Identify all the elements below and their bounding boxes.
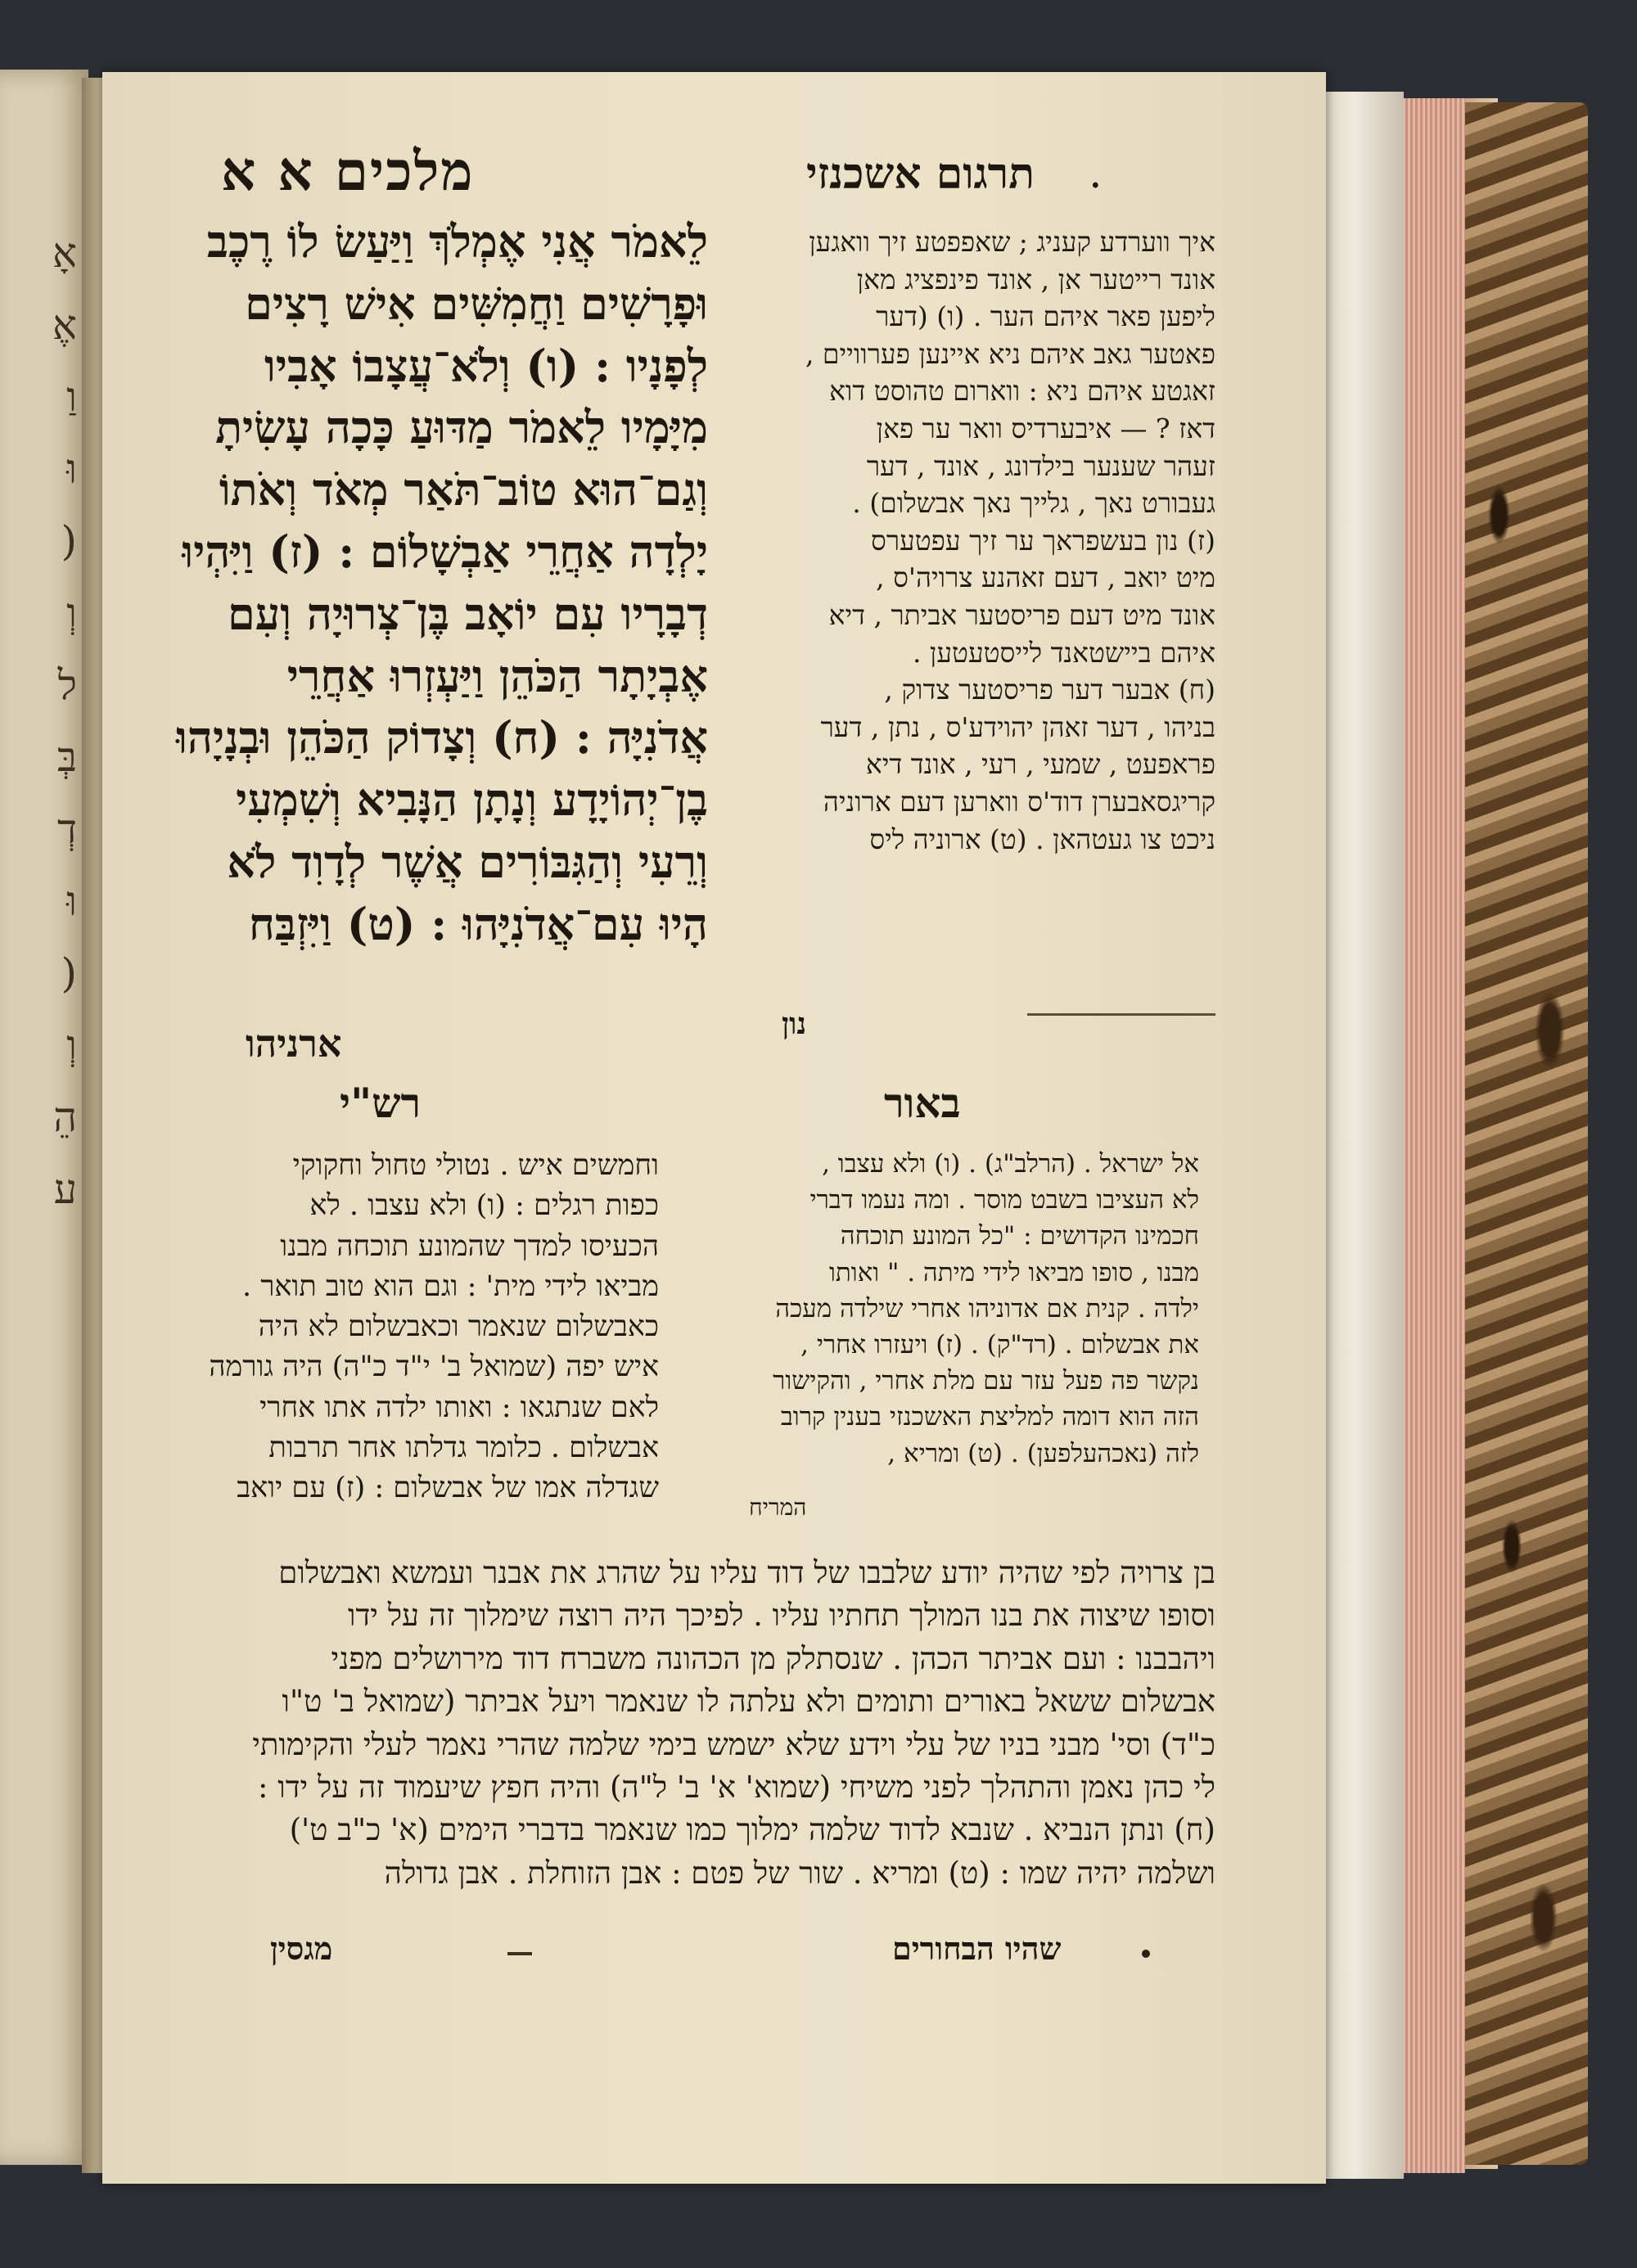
biur-line: אל ישראל . (הרלב"ג) . (ו) ולא עצבו ,: [822, 1149, 1199, 1179]
bible-catchword: ארניהו: [246, 1021, 342, 1066]
signature-mark: [507, 1944, 532, 1955]
bottom-commentary-line: אבשלום ששאל באורים ותומים ולא עלתה לו שנאמר ויעל אביתר (שמואל ב' ט"ו: [282, 1684, 1215, 1720]
page-title-book: מלכים א א: [221, 139, 475, 203]
rashi-line: איש יפה (שמואל ב' י"ד כ"ה) היה גורמה: [209, 1350, 659, 1384]
left-margin-char: וְ: [66, 1021, 77, 1069]
bible-line: אֶבְיָתָר הַכֹּהֵן וַיַּעְזְרוּ אַחֲרֵי: [286, 649, 708, 702]
targum-line: איך ווערדע קעניג ; שאפפטע זיך וואגען: [809, 226, 1215, 258]
page-title-translation: תרגום אשכנזי: [806, 149, 1035, 199]
rashi-line: הכעיסו למדך שהמונע תוכחה מבנו: [280, 1229, 659, 1263]
left-margin-char: וּ: [66, 877, 77, 925]
bottom-commentary-line: כ"ד) וסי' מבני בניו של עלי וידע שלא ישמש בימי שלמה שהרי נאמר לעלי והקימותי: [252, 1726, 1215, 1762]
left-margin-char: ע: [53, 1166, 77, 1213]
targum-line: ליפען פאר איהם הער . (ו) (דער: [876, 300, 1215, 333]
targum-line: פראפעט , שמעי , רעי , אונד דיא: [865, 748, 1215, 781]
targum-line: איהם ביישטאנד לייסטעטען .: [912, 636, 1215, 669]
targum-line: קריגסאבערן דוד'ס ווארען דעם ארוניה: [823, 785, 1215, 818]
left-margin-char: דְ: [56, 805, 77, 853]
left-margin-char: בְּ: [56, 733, 77, 781]
bible-text-column: [119, 211, 708, 956]
biur-line: חכמינו הקדושים : "כל המונע תוכחה: [840, 1221, 1199, 1251]
left-margin-char: ל: [57, 661, 77, 709]
bottom-commentary-line: (ח) ונתן הנביא . שנבא לדוד שלמה ימלוך כמו שנאמר בדברי הימים (א' כ"ב ט'): [289, 1812, 1215, 1848]
rashi-line: לאם שנתגאו : ואותו ילדה אתו אחרי: [259, 1391, 659, 1424]
left-margin-char: (: [61, 949, 77, 997]
targum-line: אונד רייטער אן , אונד פינפציג מאן: [856, 263, 1215, 295]
targum-line: דאז ? — איבערדיס וואר ער פאן: [876, 412, 1215, 444]
biur-line: לא העציבו בשבט מוסר . ומה נעמו דברי: [809, 1185, 1199, 1215]
rashi-line: שגדלה אמו של אבשלום : (ז) עם יואב: [237, 1472, 659, 1505]
rashi-line: מביאו לידי מית' : וגם הוא טוב תואר .: [241, 1269, 659, 1303]
bible-line: מִיָּמָיו לֵאמֹר מַדּוּעַ כָּכָה עָשִׂיתָ: [215, 401, 708, 454]
targum-line: פאטער גאב איהם ניא איינען פערוויים ,: [805, 337, 1215, 370]
bottom-commentary: [115, 1552, 1215, 1895]
bible-line: הָיוּ עִם־אֲדֹנִיָּהוּ : (ט) וַיִּזְבַּח: [248, 897, 708, 950]
left-margin-char: וּ: [66, 445, 77, 493]
biur-heading: באור: [884, 1079, 961, 1127]
bible-line: וּפָרָשִׁים וַחֲמִשִּׁים אִישׁ רָצִים: [245, 277, 708, 330]
rashi-line: כפות רגלים : (ו) ולא עצבו . לא: [309, 1189, 659, 1223]
bottom-commentary-line: ויהבבנו : ועם אביתר הכהן . שנסתלק מן הכהונה משברח דוד מירושלים מפני: [331, 1640, 1215, 1676]
rashi-heading: רש"י: [340, 1079, 422, 1127]
targum-line: מיט יואב , דעם זאהנע צרויה'ס ,: [876, 561, 1215, 594]
left-margin-char: וְ: [66, 589, 77, 637]
left-page-margin-text: [28, 217, 77, 1225]
targum-catchword: נון: [782, 1007, 807, 1041]
targum-line: אונד מיט דעם פריסטער אביתר , דיא: [828, 598, 1215, 631]
bible-line: לֵאמֹר אֲנִי אֶמְלֹךְ וַיַּעַשׂ לוֹ רֶכֶב: [206, 215, 708, 268]
left-margin-char: אֶ: [52, 301, 77, 349]
biur-line: את אבשלום . (רד"ק) . (ז) ויעזרו אחרי ,: [800, 1330, 1199, 1360]
targum-line: בניהו , דער זאהן יהוידע'ס , נתן , דער: [820, 710, 1215, 743]
targum-rule: [1027, 1013, 1215, 1016]
targum-text-column: [708, 223, 1215, 858]
left-margin-char: וַ: [66, 373, 77, 421]
biur-commentary-column: [671, 1146, 1199, 1472]
left-margin-char: הֵ: [53, 1093, 77, 1141]
biur-line: מבנו , סופו מביאו לידי מיתה . " ואותו: [828, 1257, 1199, 1287]
footer-catchword-left: מגסין: [270, 1930, 333, 1967]
targum-line: ניכט צו געטהאן . (ט) ארוניה ליס: [869, 823, 1215, 855]
left-page: [0, 70, 88, 2165]
bottom-commentary-line: לי כהן נאמן והתהלך לפני משיחי (שמוא' א' ב' ל"ה) והיה חפץ שיעמוד זה על ידו :: [258, 1770, 1215, 1806]
footer-dot: [1142, 1950, 1150, 1958]
bottom-commentary-line: ושלמה יהיה שמו : (ט) ומריא . שור של פטם : אבן הזוחלת . אבן גדולה: [384, 1855, 1215, 1891]
page-block-edges: [1396, 98, 1465, 2173]
targum-line: (ז) נון בעשפראך ער זיך עפטערס: [871, 524, 1215, 557]
rashi-line: וחמשים איש . נטולי טחול וחקוקי: [292, 1149, 659, 1182]
bottom-commentary-line: וסופו שיצוה את בנו המולך תחתיו עליו . לפיכך היה רוצה שימלוך זה על ידו: [348, 1598, 1215, 1634]
bible-line: יָלְדָה אַחֲרֵי אַבְשָׁלוֹם : (ז) וַיִּהְיוּ: [182, 525, 708, 578]
bible-line: וְרֵעִי וְהַגִּבּוֹרִים אֲשֶׁר לְדָוִד לֹא: [227, 835, 708, 888]
bible-line: בֶן־יְהוֹיָדָע וְנָתָן הַנָּבִיא וְשִׁמְעִי: [236, 773, 708, 827]
biur-line: ילדה . קנית אם אדוניהו אחרי שילדה מעכה: [775, 1293, 1199, 1323]
bible-line: לְפָנָיו : (ו) וְלֹא־עֲצָבוֹ אָבִיו: [264, 339, 708, 392]
rashi-line: אבשלום . כלומר גדלתו אחר תרבות: [268, 1432, 659, 1465]
rashi-line: כאבשלום שנאמר וכאבשלום לא היה: [258, 1310, 659, 1344]
targum-line: געבורט נאך , גלייך נאך אבשלום) .: [852, 487, 1215, 520]
targum-line: זעהר שענער בילדונג , אונד , דער: [866, 449, 1215, 482]
biur-line: לזה (נאכהעלפען) . (ט) ומריא ,: [887, 1438, 1199, 1468]
bottom-commentary-line: בן צרויה לפי שהיה יודע שלבבו של דוד עליו על שהרג את אבנר ועמשא ואבשלום: [278, 1555, 1215, 1590]
biur-line: הזה הוא דומה למליצת האשכנזי בענין קרוב: [780, 1402, 1199, 1432]
targum-line: זאגטע איהם ניא : ווארום טהוסט דוא: [829, 375, 1215, 408]
bible-line: דְבָרָיו עִם יוֹאָב בֶּן־צְרוּיָה וְעִם: [227, 587, 708, 640]
bible-line: אֲדֹנִיָּה : (ח) וְצָדוֹק הַכֹּהֵן וּבְנָיָהוּ: [176, 711, 708, 764]
biur-line: נקשר פה פעל עזר עם מלת אחרי , והקישור: [773, 1366, 1199, 1396]
page-edge: [1322, 92, 1404, 2179]
footer-catchword-right: שהיו הבחורים: [892, 1930, 1062, 1967]
biur-catchword: המריח: [749, 1494, 807, 1521]
left-margin-char: אָ: [52, 229, 77, 277]
bible-line: וְגַם־הוּא טוֹב־תֹּאַר מְאֹד וְאֹתוֹ: [219, 463, 708, 516]
header-dot: .: [1089, 149, 1103, 198]
targum-line: (ח) אבער דער פריסטער צדוק ,: [884, 674, 1215, 706]
left-margin-char: (: [61, 517, 77, 565]
rashi-commentary-column: [119, 1146, 659, 1509]
marbled-cover: [1461, 102, 1588, 2165]
